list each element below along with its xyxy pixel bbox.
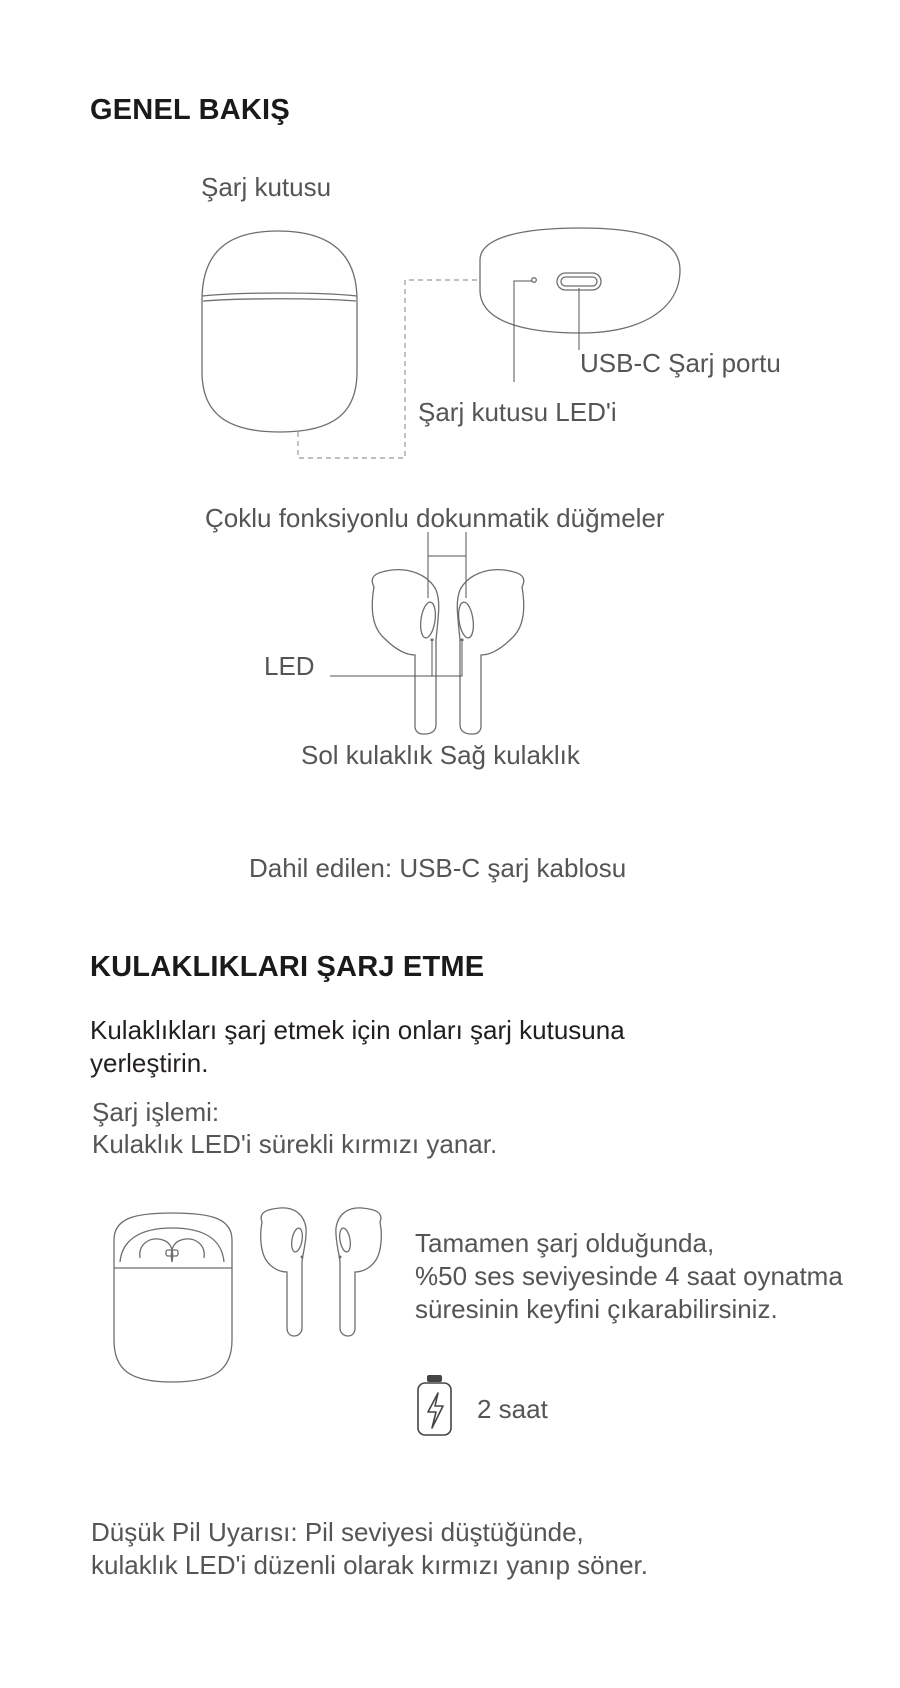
case-led-leader-line — [514, 281, 532, 382]
case-with-earbuds-illustration — [114, 1213, 232, 1382]
low-battery-line-2: kulaklık LED'i düzenli olarak kırmızı yanıp söner. — [91, 1550, 648, 1580]
usbc-port-label: USB-C Şarj portu — [580, 348, 781, 378]
case-led-label: Şarj kutusu LED'i — [418, 397, 617, 427]
instruction-line-2: yerleştirin. — [90, 1048, 209, 1078]
low-battery-line-1: Düşük Pil Uyarısı: Pil seviyesi düştüğünde, — [91, 1517, 584, 1547]
earbuds-label: Sol kulaklık Sağ kulaklık — [301, 740, 580, 770]
charging-process-line-2: Kulaklık LED'i sürekli kırmızı yanar. — [92, 1129, 498, 1159]
touch-buttons-label: Çoklu fonksiyonlu dokunmatik düğmeler — [205, 503, 665, 533]
full-charge-line-3: süresinin keyfini çıkarabilirsiniz. — [415, 1294, 778, 1324]
overview-title: GENEL BAKIŞ — [90, 94, 290, 126]
led-leader-line — [330, 642, 462, 676]
earbuds-illustration — [372, 532, 524, 734]
charge-time: 2 saat — [477, 1394, 548, 1424]
case-label: Şarj kutusu — [201, 172, 332, 202]
charging-case-illustration — [202, 231, 357, 432]
charging-title: KULAKLIKLARI ŞARJ ETME — [90, 951, 485, 983]
battery-charging-icon — [418, 1375, 451, 1435]
case-bottom-illustration — [480, 228, 680, 333]
earbud-pair-small-illustration — [261, 1208, 382, 1336]
included-accessory: Dahil edilen: USB-C şarj kablosu — [249, 853, 627, 883]
instruction-line-1: Kulaklıkları şarj etmek için onları şarj kutusuna — [90, 1015, 625, 1045]
case-connector-line — [298, 280, 480, 458]
full-charge-line-2: %50 ses seviyesinde 4 saat oynatma — [415, 1261, 843, 1291]
full-charge-line-1: Tamamen şarj olduğunda, — [415, 1228, 715, 1258]
charging-process-line-1: Şarj işlemi: — [92, 1097, 220, 1127]
led-label: LED — [264, 651, 315, 681]
